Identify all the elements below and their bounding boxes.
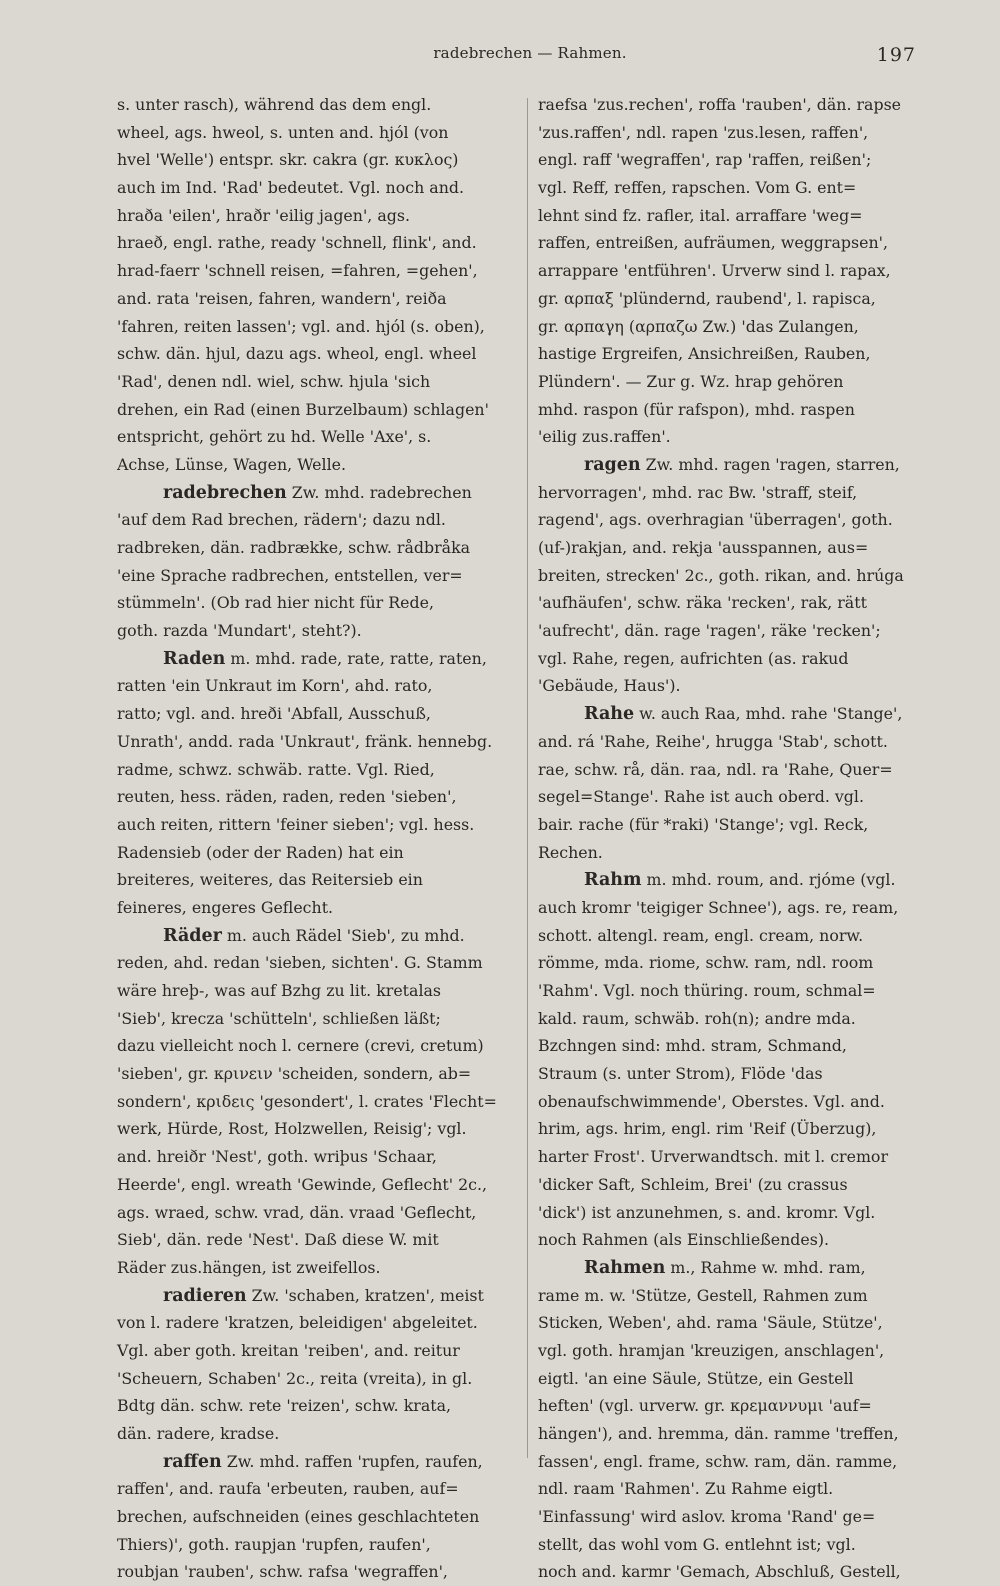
line-text: stümmeln'. (Ob rad hier nicht für Rede,: [117, 593, 434, 613]
line-text: m. mhd. rade, rate, ratte, raten,: [225, 648, 487, 668]
running-head: radebrechen — Rahmen.: [433, 44, 627, 62]
line-text: Zw. mhd. radebrechen: [286, 482, 472, 502]
text-line: [538, 257, 940, 285]
line-text: ratten 'ein Unkraut im Korn', ahd. rato,: [117, 676, 433, 696]
line-text: 'aufhäufen', schw. räka 'recken', rak, rätt: [538, 593, 867, 613]
entry-start-line: [538, 451, 940, 479]
text-line: [117, 617, 519, 645]
text-line: [538, 1531, 940, 1559]
line-text: reuten, hess. räden, raden, reden 'sieben',: [117, 787, 457, 807]
line-text: stellt, das wohl vom G. entlehnt ist; vgl.: [538, 1534, 856, 1554]
text-line: [538, 756, 940, 784]
text-line: [117, 589, 519, 617]
line-text: s. unter rasch), während das dem engl.: [117, 95, 432, 114]
text-line: [538, 1448, 940, 1476]
text-line: [117, 396, 519, 424]
text-line: [538, 1282, 940, 1310]
text-line: [117, 1365, 519, 1393]
text-line: [117, 119, 519, 147]
line-text: Achse, Lünse, Wagen, Welle.: [117, 454, 346, 474]
line-text: rae, schw. rå, dän. raa, ndl. ra 'Rahe, Quer=: [538, 759, 893, 779]
line-text: ags. wraed, schw. vrad, dän. vraad 'Geflecht,: [117, 1202, 477, 1222]
line-text: dazu vielleicht noch l. cernere (crevi, cretum): [117, 1036, 484, 1056]
line-text: harter Frost'. Urverwandtsch. mit l. cremor: [538, 1147, 888, 1167]
text-line: [117, 977, 519, 1005]
text-line: [538, 783, 940, 811]
text-line: [538, 617, 940, 645]
entry-start-line: [538, 866, 940, 894]
right-column: [538, 91, 940, 1582]
line-text: hängen'), and. hremma, dän. ramme 'treffen,: [538, 1424, 899, 1443]
line-text: schott. altengl. ream, engl. cream, norw.: [538, 925, 864, 945]
line-text: Zw. 'schaben, kratzen', meist: [246, 1285, 484, 1305]
line-text: noch and. karmr 'Gemach, Abschluß, Gestell,: [538, 1562, 901, 1582]
line-text: and. hreiðr 'Nest', goth. wriþus 'Schaar,: [117, 1147, 437, 1167]
line-text: feineres, engeres Geflecht.: [117, 897, 334, 917]
text-line: [538, 91, 940, 119]
text-line: [538, 202, 940, 230]
line-text: (uf-)rakjan, and. rekja 'ausspannen, aus=: [538, 538, 869, 557]
headword: Rahmen: [584, 1257, 666, 1278]
text-line: [117, 1115, 519, 1143]
text-line: [538, 589, 940, 617]
text-line: [538, 1337, 940, 1365]
entry-start-line: [117, 1282, 519, 1310]
line-text: Thiers)', goth. raupjan 'rupfen, raufen',: [117, 1534, 431, 1554]
line-text: gr. αρπαξ 'plündernd, raubend', l. rapisca,: [538, 288, 876, 308]
text-line: [538, 1420, 940, 1448]
text-line: [538, 1558, 940, 1586]
line-text: raffen', and. raufa 'erbeuten, rauben, auf=: [117, 1479, 459, 1499]
text-line: [538, 506, 940, 534]
line-text: Zw. mhd. raffen 'rupfen, raufen,: [221, 1451, 483, 1471]
line-text: vgl. Reff, reffen, rapschen. Vom G. ent=: [538, 178, 857, 198]
text-line: [538, 229, 940, 257]
line-text: von l. radere 'kratzen, beleidigen' abgeleitet.: [117, 1313, 478, 1333]
line-text: vgl. goth. hramjan 'kreuzigen, anschlagen',: [538, 1340, 885, 1360]
line-text: hrim, ags. hrim, engl. rim 'Reif (Überzug),: [538, 1119, 877, 1139]
line-text: fassen', engl. frame, schw. ram, dän. ramme,: [538, 1451, 898, 1471]
line-text: hraða 'eilen', hraðr 'eilig jagen', ags.: [117, 205, 410, 225]
line-text: Vgl. aber goth. kreitan 'reiben', and. reitur: [117, 1340, 460, 1360]
line-text: auch reiten, rittern 'feiner sieben'; vgl. hess.: [117, 814, 475, 834]
text-line: [538, 479, 940, 507]
text-line: [538, 811, 940, 839]
text-line: [117, 1060, 519, 1088]
entry-start-line: [117, 645, 519, 673]
text-line: [117, 534, 519, 562]
line-text: Plündern'. — Zur g. Wz. hrap gehören: [538, 371, 844, 391]
line-text: entspricht, gehört zu hd. Welle 'Axe', s.: [117, 427, 432, 447]
text-line: [538, 1143, 940, 1171]
line-text: hastige Ergreifen, Ansichreißen, Rauben,: [538, 344, 871, 364]
line-text: schw. dän. hjul, dazu ags. wheol, engl. wheel: [117, 344, 477, 364]
text-line: [117, 811, 519, 839]
line-text: eigtl. 'an eine Säule, Stütze, ein Gestell: [538, 1368, 854, 1388]
headword: Rahm: [584, 870, 642, 891]
line-text: segel=Stange'. Rahe ist auch oberd. vgl.: [538, 787, 864, 807]
text-line: [538, 396, 940, 424]
line-text: Bdtg dän. schw. rete 'reizen', schw. krata,: [117, 1396, 452, 1416]
text-line: [538, 1032, 940, 1060]
line-text: 'eine Sprache radbrechen, entstellen, ver=: [117, 565, 463, 585]
text-line: [117, 257, 519, 285]
line-text: noch Rahmen (als Einschließendes).: [538, 1230, 830, 1250]
entry-start-line: [117, 1448, 519, 1476]
line-text: dän. radere, kradse.: [117, 1424, 280, 1443]
headword: Rahe: [584, 704, 635, 725]
line-text: 'Rahm'. Vgl. noch thüring. roum, schmal=: [538, 981, 876, 1000]
line-text: Rechen.: [538, 842, 603, 862]
line-text: drehen, ein Rad (einen Burzelbaum) schlagen': [117, 399, 489, 419]
text-line: [538, 1199, 940, 1227]
text-line: [538, 839, 940, 867]
line-text: auch im Ind. 'Rad' bedeutet. Vgl. noch and.: [117, 178, 464, 198]
text-line: [538, 368, 940, 396]
text-line: [117, 672, 519, 700]
column-divider: [527, 98, 528, 1458]
line-text: hraeð, engl. rathe, ready 'schnell, flink', and.: [117, 233, 477, 253]
text-line: [117, 1254, 519, 1282]
text-line: [538, 645, 940, 673]
line-text: rame m. w. 'Stütze, Gestell, Rahmen zum: [538, 1285, 868, 1305]
text-line: [117, 1226, 519, 1254]
line-text: heften' (vgl. urverw. gr. κρεμαννυμι 'auf=: [538, 1396, 872, 1416]
entry-start-line: [117, 922, 519, 950]
text-line: [117, 894, 519, 922]
text-line: [538, 423, 940, 451]
line-text: m., Rahme w. mhd. ram,: [665, 1257, 866, 1277]
left-column: [117, 91, 519, 1582]
line-text: 'fahren, reiten lassen'; vgl. and. hjól (s. oben),: [117, 316, 485, 336]
text-line: [538, 894, 940, 922]
text-line: [117, 562, 519, 590]
text-line: [538, 1060, 940, 1088]
text-line: [117, 1309, 519, 1337]
line-text: 'Gebäude, Haus').: [538, 676, 681, 696]
line-text: 'Sieb', krecza 'schütteln', schließen läßt;: [117, 1008, 441, 1028]
line-text: Sticken, Weben', ahd. rama 'Säule, Stütze',: [538, 1313, 883, 1333]
line-text: brechen, aufschneiden (eines geschlachteten: [117, 1507, 480, 1527]
line-text: 'Scheuern, Schaben' 2c., reita (vreita), in gl.: [117, 1368, 473, 1388]
line-text: ratto; vgl. and. hreði 'Abfall, Ausschuß,: [117, 704, 431, 724]
line-text: 'zus.raffen', ndl. rapen 'zus.lesen, raffen',: [538, 122, 869, 142]
text-line: [117, 174, 519, 202]
line-text: hvel 'Welle') entspr. skr. cakra (gr. κυκλος): [117, 150, 459, 170]
line-text: w. auch Raa, mhd. rahe 'Stange',: [634, 704, 903, 724]
text-line: [538, 1503, 940, 1531]
text-line: [117, 1171, 519, 1199]
text-line: [538, 1475, 940, 1503]
line-text: Straum (s. unter Strom), Flöde 'das: [538, 1064, 823, 1084]
line-text: 'aufrecht', dän. rage 'ragen', räke 'recken';: [538, 621, 881, 641]
text-line: [117, 451, 519, 479]
text-line: [117, 423, 519, 451]
text-line: [117, 783, 519, 811]
line-text: raefsa 'zus.rechen', roffa 'rauben', dän. rapse: [538, 95, 902, 114]
line-text: werk, Hürde, Rost, Holzwellen, Reisig'; vgl.: [117, 1119, 467, 1139]
line-text: reden, ahd. redan 'sieben, sichten'. G. Stamm: [117, 953, 483, 973]
line-text: and. rata 'reisen, fahren, wandern', reiða: [117, 288, 447, 308]
headword: radieren: [163, 1285, 247, 1306]
line-text: auch kromr 'teigiger Schnee'), ags. re, ream,: [538, 897, 899, 917]
text-line: [117, 1558, 519, 1586]
line-text: römme, mda. riome, schw. ram, ndl. room: [538, 953, 874, 973]
text-line: [117, 202, 519, 230]
text-line: [117, 340, 519, 368]
line-text: mhd. raspon (für rafspon), mhd. raspen: [538, 399, 855, 419]
entry-start-line: [538, 700, 940, 728]
headword: Räder: [163, 925, 222, 946]
text-line: [538, 977, 940, 1005]
text-line: [538, 672, 940, 700]
text-line: [538, 1171, 940, 1199]
line-text: arrappare 'entführen'. Urverw sind l. rapax,: [538, 261, 891, 281]
line-text: Radensieb (oder der Raden) hat ein: [117, 842, 404, 862]
line-text: hervorragen', mhd. rac Bw. 'straff, steif,: [538, 482, 858, 502]
line-text: roubjan 'rauben', schw. rafsa 'wegraffen',: [117, 1562, 448, 1582]
text-line: [117, 1503, 519, 1531]
text-line: [117, 313, 519, 341]
headword: Raden: [163, 648, 226, 669]
line-text: 'eilig zus.raffen'.: [538, 427, 671, 447]
entry-start-line: [117, 479, 519, 507]
line-text: radme, schwz. schwäb. ratte. Vgl. Ried,: [117, 759, 435, 779]
text-line: [117, 506, 519, 534]
line-text: 'dicker Saft, Schleim, Brei' (zu crassus: [538, 1174, 848, 1194]
text-line: [117, 91, 519, 119]
line-text: Zw. mhd. ragen 'ragen, starren,: [640, 454, 900, 474]
text-line: [538, 285, 940, 313]
text-line: [538, 949, 940, 977]
text-line: [117, 1143, 519, 1171]
text-line: [117, 1475, 519, 1503]
text-line: [538, 313, 940, 341]
line-text: 'Einfassung' wird aslov. kroma 'Rand' ge=: [538, 1507, 876, 1527]
text-line: [117, 229, 519, 257]
text-line: [538, 119, 940, 147]
text-line: [117, 1088, 519, 1116]
line-text: Heerde', engl. wreath 'Gewinde, Geflecht' 2c.,: [117, 1174, 488, 1194]
headword: ragen: [584, 454, 641, 475]
line-text: gr. αρπαγη (αρπαζω Zw.) 'das Zulangen,: [538, 316, 859, 336]
text-line: [538, 1088, 940, 1116]
text-line: [538, 1226, 940, 1254]
line-text: obenaufschwimmende', Oberstes. Vgl. and.: [538, 1091, 885, 1111]
line-text: Sieb', dän. rede 'Nest'. Daß diese W. mit: [117, 1230, 439, 1250]
text-line: [538, 174, 940, 202]
text-line: [538, 728, 940, 756]
line-text: raffen, entreißen, aufräumen, weggrapsen',: [538, 233, 888, 253]
text-line: [117, 866, 519, 894]
line-text: wäre hreþ-, was auf Bzhg zu lit. kretalas: [117, 981, 442, 1000]
text-line: [117, 1392, 519, 1420]
line-text: lehnt sind fz. rafler, ital. arraffare 'weg=: [538, 205, 863, 225]
line-text: sondern', κριδεις 'gesondert', l. crates 'Flecht=: [117, 1091, 497, 1111]
line-text: breiten, strecken' 2c., goth. rikan, and. hrúga: [538, 565, 904, 585]
headword: radebrechen: [163, 482, 287, 503]
line-text: m. mhd. roum, and. rjóme (vgl.: [641, 870, 896, 890]
text-line: [538, 1392, 940, 1420]
text-line: [117, 368, 519, 396]
line-text: ragend', ags. overhragian 'überragen', goth.: [538, 510, 893, 530]
text-line: [538, 1005, 940, 1033]
text-line: [117, 949, 519, 977]
line-text: radbreken, dän. radbrække, schw. rådbråka: [117, 538, 471, 557]
text-line: [538, 1365, 940, 1393]
entry-start-line: [538, 1254, 940, 1282]
line-text: Bzchngen sind: mhd. stram, Schmand,: [538, 1036, 847, 1056]
text-line: [117, 1420, 519, 1448]
line-text: Räder zus.hängen, ist zweifellos.: [117, 1257, 381, 1277]
text-line: [117, 700, 519, 728]
line-text: engl. raff 'wegraffen', rap 'raffen, reißen';: [538, 150, 872, 170]
line-text: wheel, ags. hweol, s. unten and. hjól (von: [117, 122, 449, 142]
text-line: [117, 1337, 519, 1365]
text-line: [117, 1005, 519, 1033]
headword: raffen: [163, 1451, 222, 1472]
line-text: hrad-faerr 'schnell reisen, =fahren, =gehen',: [117, 261, 478, 281]
text-line: [538, 1309, 940, 1337]
line-text: 'auf dem Rad brechen, rädern'; dazu ndl.: [117, 510, 446, 530]
text-line: [538, 534, 940, 562]
line-text: vgl. Rahe, regen, aufrichten (as. rakud: [538, 648, 849, 668]
text-line: [117, 285, 519, 313]
line-text: 'sieben', gr. κρινειν 'scheiden, sondern, ab=: [117, 1064, 472, 1084]
text-line: [538, 340, 940, 368]
text-line: [117, 1032, 519, 1060]
line-text: bair. rache (für *raki) 'Stange'; vgl. Reck,: [538, 814, 869, 834]
text-line: [538, 922, 940, 950]
text-line: [538, 146, 940, 174]
line-text: breiteres, weiteres, das Reitersieb ein: [117, 870, 423, 890]
line-text: 'Rad', denen ndl. wiel, schw. hjula 'sich: [117, 371, 431, 391]
line-text: m. auch Rädel 'Sieb', zu mhd.: [221, 925, 465, 945]
text-line: [117, 839, 519, 867]
line-text: goth. razda 'Mundart', steht?).: [117, 621, 362, 641]
text-line: [117, 1199, 519, 1227]
text-line: [117, 146, 519, 174]
text-line: [538, 562, 940, 590]
text-line: [117, 756, 519, 784]
page-number: 197: [876, 44, 916, 66]
line-text: ndl. raam 'Rahmen'. Zu Rahme eigtl.: [538, 1479, 834, 1499]
line-text: kald. raum, schwäb. roh(n); andre mda.: [538, 1008, 856, 1028]
text-line: [117, 728, 519, 756]
text-line: [117, 1531, 519, 1559]
line-text: Unrath', andd. rada 'Unkraut', fränk. hennebg.: [117, 731, 493, 751]
line-text: 'dick') ist anzunehmen, s. and. kromr. Vgl.: [538, 1202, 876, 1222]
line-text: and. rá 'Rahe, Reihe', hrugga 'Stab', schott.: [538, 731, 888, 751]
text-line: [538, 1115, 940, 1143]
